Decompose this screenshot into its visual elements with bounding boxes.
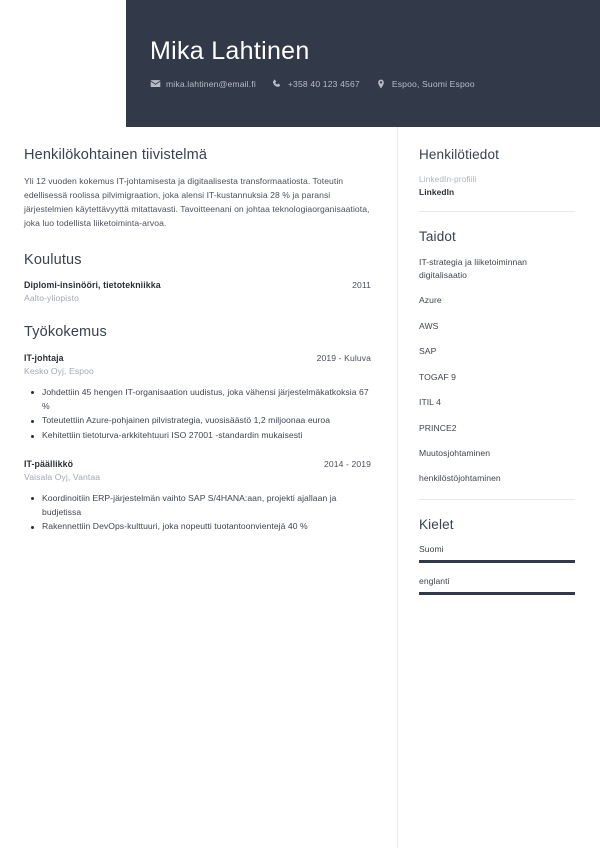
language-name: Suomi [419,544,444,555]
list-item: Koordinoitiin ERP-järjestelmän vaihto SAP S/4HANA:aan, projekti ajallaan ja budjetissa [42,492,371,520]
experience-bullets [24,492,371,534]
education-year: 2011 [352,280,371,291]
contact-phone-text: +358 40 123 4567 [287,78,360,89]
contact-location[interactable] [376,78,475,89]
list-item: Muutosjohtaminen [419,448,491,458]
contact-phone[interactable] [272,78,360,89]
personal-details-heading: Henkilötiedot [419,147,499,162]
personal-detail-item [419,174,575,197]
list-item: Azure [419,295,442,306]
language-level-bar [419,592,575,595]
list-item: Toteutettiin Azure-pohjainen pilvistrategia, vuosisäästö 1,2 miljoonaa euroa [42,414,371,428]
list-item: SAP [419,346,437,357]
experience-company: Kesko Oyj, Espoo [24,365,94,376]
section-summary [24,147,371,231]
experience-role: IT-päällikkö [24,458,74,469]
experience-entry [24,459,371,534]
section-personal-details [419,147,575,197]
list-item: Kehitettiin tietoturva-arkkitehtuuri ISO 27001 -standardin mukaisesti [42,429,371,443]
linkedin-value[interactable]: LinkedIn [419,187,455,198]
contact-email[interactable] [150,78,256,89]
skills-heading: Taidot [419,229,456,245]
list-item: TOGAF 9 [419,371,456,382]
linkedin-label: LinkedIn-profiili [419,174,477,185]
page-title: Mika Lahtinen [150,36,310,65]
list-item: Johdettiin 45 hengen IT-organisaation uudistus, joka vähensi järjestelmäkatkoksia 67 % [42,386,371,414]
language-name: englanti [419,576,450,587]
education-heading: Koulutus [24,252,82,269]
experience-bullets [24,386,371,443]
main-column [0,127,397,848]
education-school: Aalto-yliopisto [24,293,79,304]
list-item: AWS [419,320,439,331]
list-item: IT-strategia ja liiketoiminnan digitalisaatio [419,257,528,280]
envelope-icon [150,78,161,89]
resume-header [126,0,600,127]
resume-body [0,127,600,848]
list-item: Rakennettiin DevOps-kulttuuri, joka nopeutti tuotantoonvientejä 40 % [42,520,371,534]
contact-location-text: Espoo, Suomi Espoo [391,78,475,89]
summary-heading: Henkilökohtainen tiivistelmä [24,147,208,163]
language-level-bar [419,560,575,563]
education-entry [24,280,371,303]
experience-company: Vaisala Oyj, Vantaa [24,471,101,482]
contact-row [150,78,600,89]
experience-entry-head [24,459,371,469]
list-item: henkilöstöjohtaminen [419,473,501,484]
experience-dates: 2014 - 2019 [324,458,371,469]
experience-role: IT-johtaja [24,352,64,363]
section-education [24,252,371,303]
sidebar-divider [419,211,575,212]
experience-heading: Työkokemus [24,324,107,341]
contact-email-text: mika.lahtinen@email.fi [166,78,256,89]
location-pin-icon [376,78,387,89]
experience-entry-head [24,353,371,363]
summary-text: Yli 12 vuoden kokemus IT-johtamisesta ja digitaalisesta transformaatiosta. Toteutin edellisessä roolissa pilvimigraation, joka alensi IT-kustannuksia 28 % ja paransi järjestelmien käytettävyyttä mitattavasti. Tavoitteenani on johtaa teknologiaorganisaatiota, joka luo todellista liiketoiminta-arvoa. [24,176,370,229]
experience-dates: 2019 - Kuluva [316,352,371,363]
education-entry-head [24,280,371,290]
list-item: PRINCE2 [419,422,457,433]
language-item [419,576,575,595]
section-languages [419,517,575,595]
education-degree: Diplomi-insinööri, tietotekniikka [24,280,161,291]
phone-icon [272,78,283,89]
experience-entry [24,353,371,443]
sidebar-divider [419,499,575,500]
list-item: ITIL 4 [419,397,441,408]
sidebar-column [397,127,600,848]
section-experience [24,324,371,534]
language-item [419,544,575,563]
languages-heading: Kielet [419,516,454,532]
section-skills [419,229,575,485]
